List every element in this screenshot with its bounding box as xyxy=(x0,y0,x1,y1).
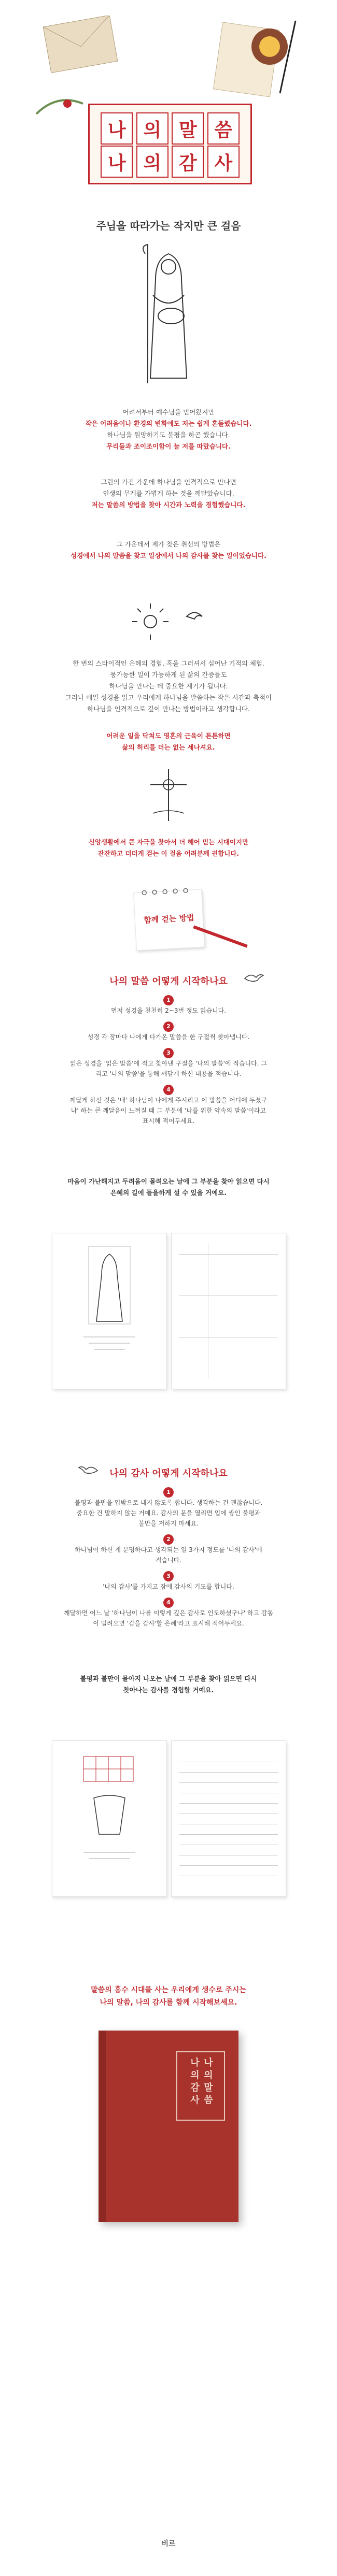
step-number: 1 xyxy=(163,1487,174,1498)
cross-illustration xyxy=(145,767,192,824)
step-number: 3 xyxy=(163,1048,174,1058)
book-page-right-2 xyxy=(171,1740,286,1897)
intro-paragraph-1: 어려서부터 예수님을 믿어왔지만 작은 어려움이나 환경의 변화에도 저는 쉽게 흔들렸습니다. 하나님을 원망하기도 불평을 하곤 했습니다. 무리들과 조이조이함이 늘 저를 따랐습니다. xyxy=(85,408,252,450)
bird-icon xyxy=(244,971,264,984)
summary-thanks: 불평과 불만이 몰아지 나오는 날에 그 부분을 찾아 읽으면 다시 찾아나는 감사를 경험할 거예요. xyxy=(80,1675,257,1694)
grid-figure-illustration xyxy=(52,1741,166,1896)
step-text: 불평과 불만을 입밖으로 내지 않도록 합니다. 생각하는 건 괜찮습니다. 중요한 건 말하지 않는 거예요. 감사의 문을 열리면 입에 쌍인 불평과 불만을 저하지 마세요. xyxy=(74,1499,263,1527)
section-title-word: 나의 말씀 어떻게 시작하나요 xyxy=(109,976,228,987)
title-card xyxy=(88,104,252,184)
intro-paragraph-3: 그 가운데서 제가 찾은 취선의 방법은 성경에서 나의 말씀을 찾고 일상에서 나의 감사를 찾는 일이었습니다. xyxy=(71,540,266,559)
section-title-thanks: 나의 감사 어떻게 시작하나요 xyxy=(109,1468,228,1479)
figure-illustration xyxy=(52,1233,166,1389)
steps-list-thanks xyxy=(0,1487,337,1629)
summary-word: 마음이 가난해지고 두려움이 몰려오는 날에 그 부분을 찾아 읽으면 다시 은혜의 길에 들을하게 설 수 있을 거예요. xyxy=(67,1177,270,1197)
title-char: 감 xyxy=(172,146,204,178)
title-char: 씀 xyxy=(207,112,240,145)
title-char: 말 xyxy=(172,112,204,145)
method-note-card xyxy=(133,889,205,951)
step-text: 성경 각 장마다 나에게 다가온 말씀을 한 구절씩 찾아냅니다. xyxy=(87,1033,250,1041)
title-char: 사 xyxy=(207,146,240,178)
tagline: 주님을 따라가는 작지만 큰 걸음 xyxy=(96,220,241,232)
book-page-left xyxy=(52,1233,167,1389)
step-text: 읽은 성경을 '읽은 말씀'에 적고 찾아낸 구절을 '나의 말씀'에 적습니다. 그리고 '나의 말씀'을 통해 깨달게 하신 내용을 적습니다. xyxy=(70,1060,267,1077)
title-line-2 xyxy=(99,146,241,176)
step-text: 하나님이 하신 게 분명하다고 생각되는 일 3가지 정도를 '나의 감사'에 적습니다. xyxy=(75,1546,262,1564)
intro-paragraph-6: 신앙생활에서 큰 자극을 찾아서 더 헤어 믿는 시대이지만 잔잔하고 더더게 걷는 이 걸음 어려분께 권합니다. xyxy=(88,838,249,857)
title-char: 의 xyxy=(136,146,168,178)
step-number: 1 xyxy=(163,995,174,1005)
step-text: 깨달게 하신 것은 '내' 하나님이 나에게 주시리고 이 말씀을 어디에 두셨구나' 하는 큰 깨달음이 느껴질 때 그 부분에 '나를 위한 약속의 말씀'이라고 표시해 적어두세요. xyxy=(69,1097,268,1125)
title-char: 의 xyxy=(136,112,168,145)
intro-paragraph-4: 한 번의 스타이적인 은혜의 경험, 혹을 그러셔서 심어난 기적의 체험. 뭉가능한 일이 가능하게 된 삶의 간증들도 하나님을 만나는 데 중요한 계기가 됩니다. 그러나 매일 성경을 읽고 우리에게 하나님을 말씀하는 작은 시간과 축적이 하나님을 인격적으로 깊이 만나는 방법이라고 생각합니다. xyxy=(65,659,272,713)
title-char: 나 xyxy=(101,112,133,145)
step-number: 3 xyxy=(163,1571,174,1581)
closing-text: 말씀의 홍수 시대를 사는 우리에게 생수로 주시는 나의 말씀, 나의 감사를 함께 시작해보세요. xyxy=(91,1986,246,2007)
step-text: 깨달하면 어느 날 '하나님이 나를 이렇게 깊은 감사로 인도하셨구나' 하고 감동이 밀려오면 '감을 감사'할 은혜'라고 표시해 적어두세요. xyxy=(63,1609,274,1627)
book-cover xyxy=(99,2031,238,2222)
step-number: 2 xyxy=(163,1021,174,1032)
method-note-label: 함께 걷는 방법 xyxy=(143,913,194,925)
bird-icon xyxy=(78,1463,99,1476)
step-text: 먼저 성경을 천천히 2~3번 정도 읽습니다. xyxy=(110,1007,227,1014)
shepherd-illustration xyxy=(135,243,202,388)
step-number: 2 xyxy=(163,1534,174,1545)
spiral-binding-icon xyxy=(134,886,202,898)
book-spine xyxy=(99,2031,106,2222)
title-char: 나 xyxy=(101,146,133,178)
step-number: 4 xyxy=(163,1085,174,1095)
book-page-left-2 xyxy=(52,1740,167,1897)
title-line-1 xyxy=(99,112,241,142)
step-text: '나의 감사'를 가지고 잠에 감사의 기도를 합니다. xyxy=(103,1583,234,1590)
steps-list-word xyxy=(0,995,337,1126)
step-number: 4 xyxy=(163,1598,174,1608)
sun-bird-illustration xyxy=(119,596,223,647)
book-page-right xyxy=(171,1233,286,1389)
publisher-logo: 비르 xyxy=(161,2540,176,2548)
cover-title-box: 나의말씀나의감사 xyxy=(176,2051,225,2121)
intro-paragraph-2: 그런의 가건 가운데 하나님을 인격적으로 만나면 인생의 무게를 가볍게 하는 것을 깨달았습니다. 저는 말씀의 방법을 찾아 시간과 노력을 경험했습니다. xyxy=(91,478,246,509)
intro-paragraph-5: 어려운 일을 닥쳐도 영혼의 근육이 튼튼하면 삶의 허리를 더는 없는 세나셔요. xyxy=(106,732,231,751)
